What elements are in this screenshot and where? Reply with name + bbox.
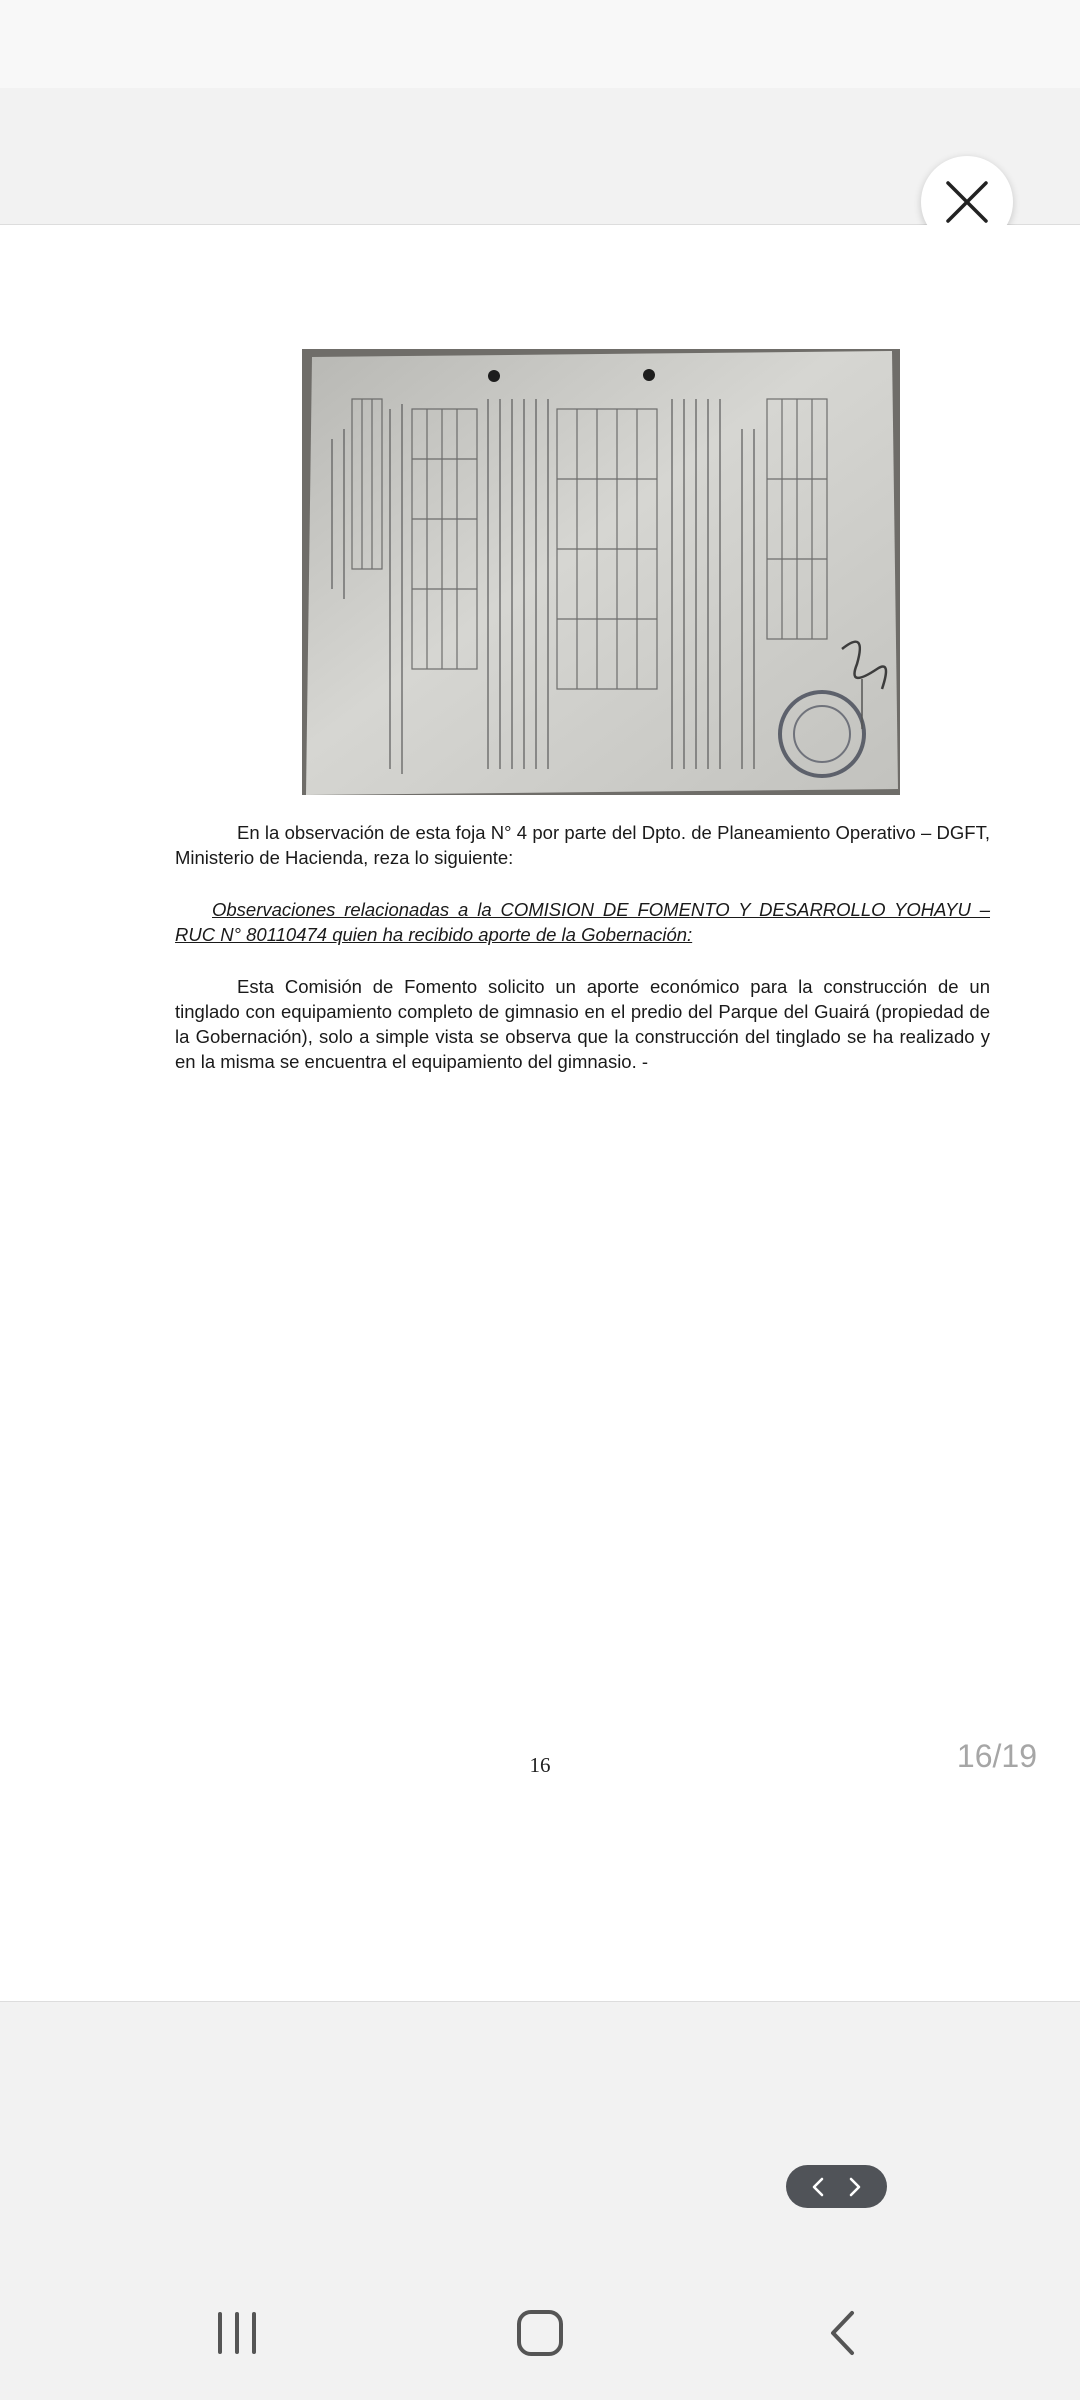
document-page [0,225,1080,2002]
status-bar [0,0,1080,88]
chevron-left-icon [811,2177,825,2197]
document-paragraph: En la observación de esta foja N° 4 por parte del Dpto. de Planeamiento Operativo – DGFT, Ministerio de Hacienda, reza lo siguiente: [175,822,990,868]
chevron-right-icon [848,2177,862,2197]
next-page-button[interactable] [840,2172,870,2202]
back-button[interactable] [782,2265,902,2400]
recents-button[interactable] [177,2265,297,2400]
document-heading: Observaciones relacionadas a la COMISION DE FOMENTO Y DESARROLLO YOHAYU – RUC N° 80110474 quien ha recibido aporte de la Gobernación: [175,899,990,945]
document-paragraph: Esta Comisión de Fomento solicito un aporte económico para la construcción de un tinglado con equipamiento completo de gimnasio en el predio del Parque del Guairá (propiedad de la Gobernación), solo a simple vista se observa que la construcción del tinglado se ha realizado y en la misma se encuentra el equipamiento del gimnasio. - [175,976,990,1072]
previous-page-button[interactable] [803,2172,833,2202]
scanned-document-image [302,349,900,795]
page-counter: 16/19 [956,1738,1037,1774]
page-number: 16 [529,1753,551,1777]
recents-icon [216,2311,258,2355]
page-navigation [786,2165,887,2208]
back-icon [828,2310,856,2356]
home-icon [516,2309,564,2357]
home-button[interactable] [480,2265,600,2400]
viewer-top-bar [0,88,1080,225]
system-navigation-bar [0,2265,1080,2400]
close-icon [945,180,989,224]
